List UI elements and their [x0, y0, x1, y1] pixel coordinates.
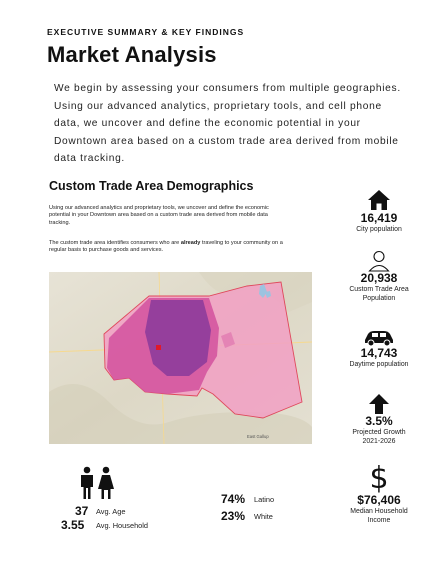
avg-age-label: Avg. Age — [96, 507, 126, 516]
intro-paragraph: We begin by assessing your consumers from multiple geographies. Using our advanced analytics, proprietary tools, and cell phone data, we uncover and define the economic potential in your Downtown area based on a custom trade area derived from mobile data tracking. — [54, 83, 401, 165]
page-title: Market Analysis — [47, 42, 217, 67]
white-label: White — [254, 512, 273, 521]
stat-daytime-population — [330, 329, 428, 369]
dollar-icon: $ — [369, 461, 389, 496]
car-icon — [363, 329, 395, 347]
latino-value: 74% — [221, 492, 246, 506]
stat-label: Projected Growth 2021-2026 — [352, 429, 406, 445]
latino-label: Latino — [254, 495, 275, 504]
stat-label: Median Household Income — [350, 508, 408, 524]
person-icon — [368, 250, 390, 272]
para2-bold-word: already — [180, 240, 201, 246]
stat-label: City population — [356, 226, 402, 233]
stat-value: 16,419 — [360, 211, 398, 225]
eyebrow-heading: EXECUTIVE SUMMARY & KEY FINDINGS — [47, 27, 245, 37]
house-icon — [367, 188, 391, 212]
stat-label: Daytime population — [349, 361, 409, 368]
stat-city-population — [330, 188, 428, 234]
avg-age-value: 37 — [75, 504, 89, 518]
para2-text-after: traveling to your community on a regular basis to purchase goods and services. — [49, 240, 283, 254]
white-value: 23% — [221, 509, 246, 523]
stat-projected-growth — [330, 393, 428, 446]
trade-area-map — [49, 272, 312, 444]
avg-household-label: Avg. Household — [96, 521, 149, 530]
stat-value: 20,938 — [360, 271, 398, 285]
up-arrow-icon — [368, 393, 390, 415]
stat-value: $76,406 — [357, 493, 401, 507]
section-paragraph-2 — [49, 240, 289, 255]
stat-label: Custom Trade Area Population — [349, 286, 409, 302]
section-paragraph-1: Using our advanced analytics and proprietary tools, we uncover and define the economic potential in your Downtown area based on a custom trade area derived from mobile data tracking. — [49, 205, 269, 226]
stat-trade-area-population — [330, 250, 428, 303]
core-region — [145, 300, 211, 376]
downtown-marker — [156, 345, 161, 350]
stat-median-income — [330, 461, 428, 525]
map-place-label: East Gallup — [247, 434, 269, 439]
para2-text-before: The custom trade area identifies consumers who are — [49, 240, 181, 246]
section-title: Custom Trade Area Demographics — [49, 179, 254, 193]
stat-value: 14,743 — [360, 346, 398, 360]
stat-value: 3.5% — [365, 414, 393, 428]
people-icon — [78, 466, 116, 500]
avg-household-value: 3.55 — [61, 518, 85, 532]
